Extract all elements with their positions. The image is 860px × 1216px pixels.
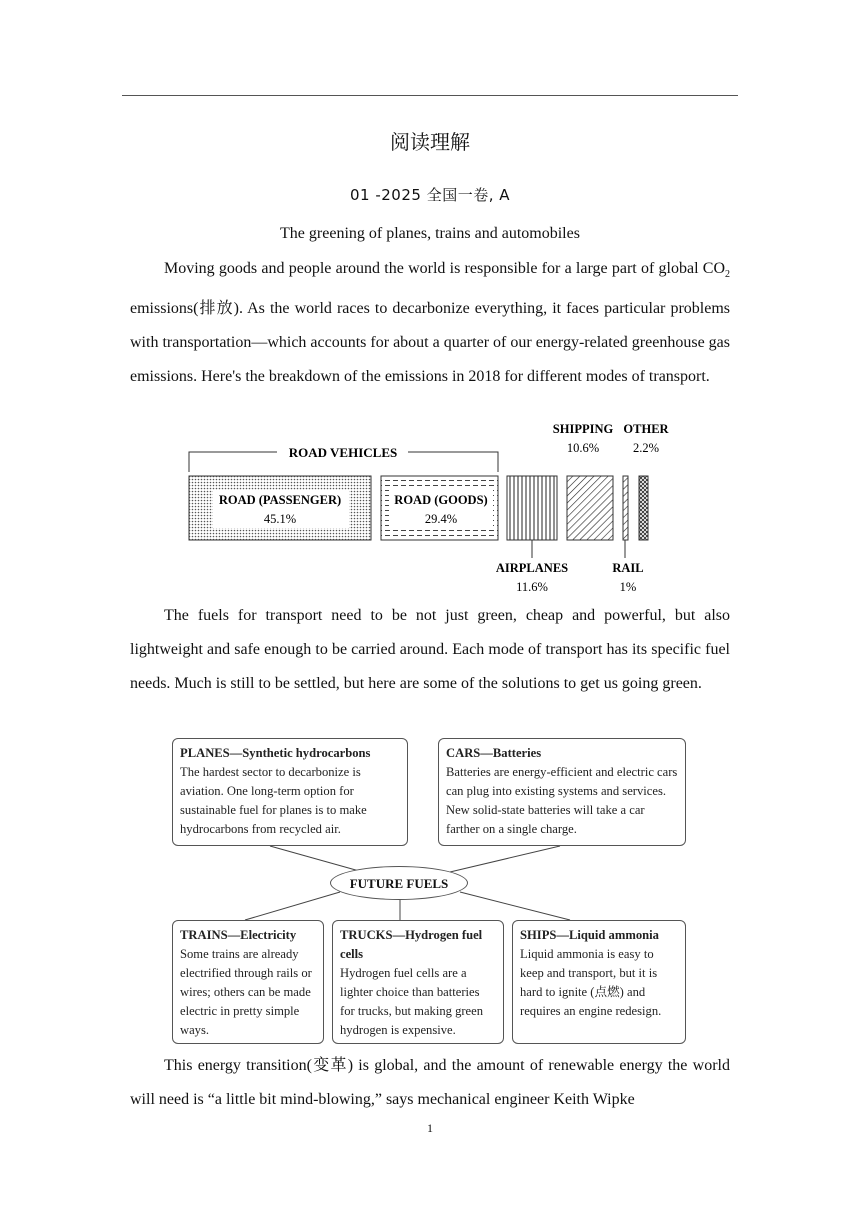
shipping-value: 10.6%	[566, 441, 600, 455]
bar-road-goods-value: 29.4%	[424, 512, 458, 526]
cars-heading: CARS—Batteries	[446, 746, 542, 760]
other-label: OTHER	[623, 422, 669, 436]
trucks-box	[332, 920, 504, 1044]
paragraph-1: Moving goods and people around the world is responsible for a large part of global $CO_2$ emissions(排放). As the world races to decarbonize everything, it faces particular problems with transportation—which accounts for about a quarter of our energy-related greenhouse gas emissions. Here's the breakdown of the emissions in 2018 for different modes of transport.	[130, 260, 730, 386]
ships-box	[512, 920, 686, 1044]
planes-box	[172, 738, 408, 846]
trucks-heading: TRUCKS—Hydrogen fuel cells	[340, 928, 483, 961]
paragraph-3: This energy transition(变革) is global, and the amount of renewable energy the world will need is “a little bit mind-blowing,” says mechanical engineer Keith Wipke	[130, 1057, 730, 1108]
bar-shipping	[567, 476, 613, 540]
source-line: 01 -2025 全国一卷, A	[349, 186, 510, 204]
airplanes-label: AIRPLANES	[495, 561, 569, 575]
bar-road-passenger-value: 45.1%	[263, 512, 297, 526]
trains-box	[172, 920, 324, 1044]
future-fuels-map	[170, 738, 690, 1048]
trains-heading: TRAINS—Electricity	[180, 928, 297, 942]
airplanes-value: 11.6%	[516, 580, 548, 594]
bar-road-passenger-label: ROAD (PASSENGER)	[218, 493, 342, 507]
other-value: 2.2%	[632, 441, 660, 455]
bar-rail	[623, 476, 628, 540]
planes-heading: PLANES—Synthetic hydrocarbons	[180, 746, 371, 760]
cars-text: Batteries are energy-efficient and electric cars can plug into existing systems and services. New solid-state batteries will take a car farther on a single charge.	[446, 765, 678, 836]
bar-other	[639, 476, 648, 540]
road-vehicles-label: ROAD VEHICLES	[288, 445, 398, 460]
header-rule	[122, 95, 738, 96]
planes-text: The hardest sector to decarbonize is aviation. One long-term option for sustainable fuel for planes is to make hydrocarbons from recycled air.	[180, 765, 367, 836]
ships-text: Liquid ammonia is easy to keep and transport, but it is hard to ignite (点燃) and requires an engine redesign.	[520, 947, 662, 1018]
page-number: 1	[427, 1121, 433, 1135]
future-fuels-center: FUTURE FUELS	[330, 866, 468, 900]
page-title: 阅读理解	[390, 130, 470, 154]
bar-airplanes	[507, 476, 557, 540]
trucks-text: Hydrogen fuel cells are a lighter choice than batteries for trucks, but making green hydrogen is expensive.	[340, 966, 484, 1037]
trains-text: Some trains are already electrified through rails or wires; others can be made electric in pretty simple ways.	[180, 947, 312, 1037]
article-title: The greening of planes, trains and automobiles	[280, 225, 580, 242]
paragraph-2: The fuels for transport need to be not just green, cheap and powerful, but also lightweight and safe enough to be carried around. Each mode of transport has its specific fuel needs. Much is still to be settled, but here are some of the solutions to get us going green.	[130, 607, 730, 692]
rail-label: RAIL	[612, 561, 644, 575]
shipping-label: SHIPPING	[552, 422, 614, 436]
emissions-chart	[185, 418, 685, 598]
ships-heading: SHIPS—Liquid ammonia	[520, 928, 659, 942]
cars-box	[438, 738, 686, 846]
rail-value: 1%	[619, 580, 637, 594]
bar-road-goods-label: ROAD (GOODS)	[394, 493, 488, 507]
